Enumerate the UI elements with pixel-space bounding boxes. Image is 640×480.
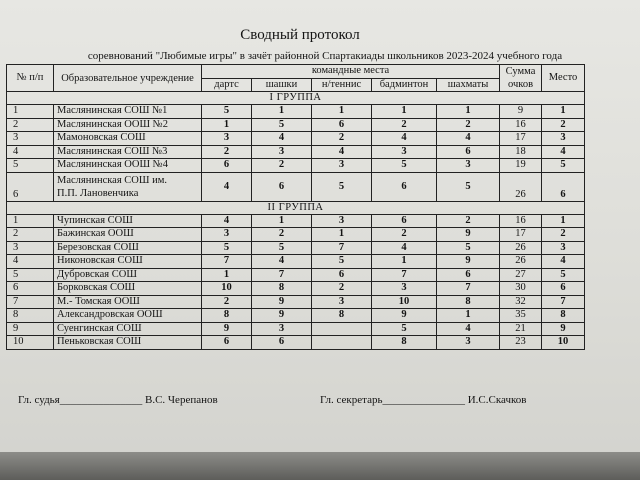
sport-place: 1 — [202, 268, 252, 282]
sport-place: 8 — [372, 336, 437, 350]
row-number: 8 — [7, 309, 54, 323]
sport-place: 1 — [437, 105, 500, 119]
sport-place: 2 — [312, 282, 372, 296]
header-sport: бадминтон — [372, 78, 437, 92]
sport-place: 9 — [252, 295, 312, 309]
sport-place: 1 — [372, 105, 437, 119]
header-place: Место — [542, 65, 585, 92]
total-points: 23 — [500, 336, 542, 350]
group-label: II ГРУППА — [7, 201, 585, 214]
sport-place: 2 — [202, 145, 252, 159]
sport-place: 2 — [437, 118, 500, 132]
final-place: 3 — [542, 241, 585, 255]
sport-place: 5 — [252, 241, 312, 255]
sport-place: 7 — [252, 268, 312, 282]
final-place: 8 — [542, 309, 585, 323]
total-points: 26 — [500, 255, 542, 269]
table-row — [7, 214, 585, 228]
total-points: 26 — [500, 172, 542, 201]
final-place: 10 — [542, 336, 585, 350]
school-name: Никоновская СОШ — [54, 255, 202, 269]
sport-place: 5 — [372, 159, 437, 173]
sport-place: 1 — [437, 309, 500, 323]
final-place: 1 — [542, 214, 585, 228]
group-row — [7, 201, 585, 214]
row-number: 10 — [7, 336, 54, 350]
row-number: 5 — [7, 268, 54, 282]
sport-place: 4 — [252, 255, 312, 269]
sport-place: 2 — [437, 214, 500, 228]
sport-place: 4 — [202, 214, 252, 228]
final-place: 2 — [542, 228, 585, 242]
sport-place: 4 — [202, 172, 252, 201]
school-name: Пеньковская СОШ — [54, 336, 202, 350]
sport-place: 9 — [437, 228, 500, 242]
school-name: Маслянинская СОШ №3 — [54, 145, 202, 159]
sport-place: 2 — [372, 228, 437, 242]
total-points: 16 — [500, 214, 542, 228]
sport-place: 10 — [202, 282, 252, 296]
sport-place: 5 — [252, 118, 312, 132]
sport-place: 7 — [202, 255, 252, 269]
row-number: 4 — [7, 145, 54, 159]
sport-place: 3 — [372, 145, 437, 159]
sport-place: 6 — [252, 336, 312, 350]
sport-place: 5 — [437, 241, 500, 255]
sport-place: 9 — [372, 309, 437, 323]
row-number: 1 — [7, 105, 54, 119]
final-place: 5 — [542, 268, 585, 282]
final-place: 3 — [542, 132, 585, 146]
school-name: Александровская ООШ — [54, 309, 202, 323]
sport-place: 3 — [202, 228, 252, 242]
school-name: Бажинская ООШ — [54, 228, 202, 242]
sport-place: 4 — [312, 145, 372, 159]
total-points: 19 — [500, 159, 542, 173]
secretary-signature-line: Гл. секретарь_______________ И.С.Скачков — [320, 394, 527, 406]
sport-place — [312, 322, 372, 336]
row-number: 5 — [7, 159, 54, 173]
sport-place: 1 — [372, 255, 437, 269]
sport-place: 1 — [202, 118, 252, 132]
sport-place: 8 — [252, 282, 312, 296]
sport-place: 6 — [202, 336, 252, 350]
sport-place: 6 — [312, 118, 372, 132]
row-number: 6 — [7, 282, 54, 296]
sport-place: 6 — [437, 145, 500, 159]
school-name: Маслянинская ООШ №2 — [54, 118, 202, 132]
sport-place: 8 — [437, 295, 500, 309]
school-name: Суенгинская СОШ — [54, 322, 202, 336]
table-row — [7, 241, 585, 255]
sport-place: 1 — [312, 228, 372, 242]
sport-place: 6 — [372, 214, 437, 228]
table-row — [7, 322, 585, 336]
header-sport: дартс — [202, 78, 252, 92]
school-name: Маслянинская ООШ №4 — [54, 159, 202, 173]
final-place: 5 — [542, 159, 585, 173]
final-place: 1 — [542, 105, 585, 119]
sport-place: 8 — [202, 309, 252, 323]
sport-place: 6 — [202, 159, 252, 173]
school-name: Маслянинская СОШ №1 — [54, 105, 202, 119]
total-points: 16 — [500, 118, 542, 132]
sport-place: 4 — [372, 132, 437, 146]
sport-place: 3 — [202, 132, 252, 146]
sport-place: 2 — [202, 295, 252, 309]
sport-place: 9 — [437, 255, 500, 269]
table-row — [7, 309, 585, 323]
sport-place: 4 — [437, 322, 500, 336]
sport-place — [312, 336, 372, 350]
row-number: 3 — [7, 132, 54, 146]
table-row — [7, 228, 585, 242]
sport-place: 6 — [312, 268, 372, 282]
document-title: Сводный протокол — [240, 27, 360, 43]
judge-signature-line: Гл. судья_______________ В.С. Черепанов — [18, 394, 218, 406]
school-name: Борковская СОШ — [54, 282, 202, 296]
school-name — [54, 172, 202, 201]
total-points: 26 — [500, 241, 542, 255]
table-row — [7, 145, 585, 159]
background-surface — [0, 452, 640, 480]
sport-place: 7 — [437, 282, 500, 296]
total-points: 35 — [500, 309, 542, 323]
sport-place: 8 — [312, 309, 372, 323]
header-sport: шахматы — [437, 78, 500, 92]
row-number: 6 — [7, 172, 54, 201]
final-place: 4 — [542, 145, 585, 159]
sport-place: 7 — [372, 268, 437, 282]
school-name-line: П.П. Лановенчика — [57, 187, 139, 199]
final-place: 6 — [542, 172, 585, 201]
sport-place: 6 — [372, 172, 437, 201]
table-row — [7, 118, 585, 132]
sport-place: 3 — [437, 159, 500, 173]
sport-place: 4 — [437, 132, 500, 146]
header-num: № п/п — [7, 65, 54, 92]
row-number: 4 — [7, 255, 54, 269]
sport-place: 9 — [252, 309, 312, 323]
header-sum: Сумма очков — [500, 65, 542, 92]
table-row — [7, 295, 585, 309]
sport-place: 5 — [372, 322, 437, 336]
row-number: 9 — [7, 322, 54, 336]
table-row — [7, 172, 585, 201]
total-points: 32 — [500, 295, 542, 309]
final-place: 7 — [542, 295, 585, 309]
row-number: 7 — [7, 295, 54, 309]
table-row — [7, 132, 585, 146]
sport-place: 1 — [252, 214, 312, 228]
total-points: 18 — [500, 145, 542, 159]
row-number: 3 — [7, 241, 54, 255]
total-points: 17 — [500, 132, 542, 146]
sport-place: 5 — [312, 172, 372, 201]
final-place: 9 — [542, 322, 585, 336]
table-row — [7, 105, 585, 119]
sport-place: 3 — [437, 336, 500, 350]
school-name-line: Маслянинская СОШ им. — [57, 174, 167, 186]
row-number: 2 — [7, 228, 54, 242]
sport-place: 1 — [312, 105, 372, 119]
row-number: 1 — [7, 214, 54, 228]
sport-place: 3 — [252, 145, 312, 159]
table-row — [7, 336, 585, 350]
school-name: Березовская СОШ — [54, 241, 202, 255]
sport-place: 9 — [202, 322, 252, 336]
school-name: М.- Томская ООШ — [54, 295, 202, 309]
sport-place: 5 — [202, 105, 252, 119]
total-points: 30 — [500, 282, 542, 296]
sport-place: 5 — [312, 255, 372, 269]
group-label: I ГРУППА — [7, 92, 585, 105]
total-points: 21 — [500, 322, 542, 336]
sport-place: 6 — [252, 172, 312, 201]
total-points: 9 — [500, 105, 542, 119]
sport-place: 3 — [312, 295, 372, 309]
school-name: Чупинская СОШ — [54, 214, 202, 228]
header-team-places: командные места — [202, 65, 500, 79]
sport-place: 3 — [312, 214, 372, 228]
header-sport: шашки — [252, 78, 312, 92]
sport-place: 4 — [372, 241, 437, 255]
results-table — [6, 64, 585, 350]
sport-place: 7 — [312, 241, 372, 255]
group-row — [7, 92, 585, 105]
header-sport: н/теннис — [312, 78, 372, 92]
sport-place: 5 — [202, 241, 252, 255]
table-row — [7, 255, 585, 269]
sport-place: 10 — [372, 295, 437, 309]
sport-place: 3 — [312, 159, 372, 173]
sport-place: 2 — [252, 228, 312, 242]
table-row — [7, 282, 585, 296]
document-subtitle: соревнований "Любимые игры" в зачёт районной Спартакиады школьников 2023-2024 учебного года — [87, 50, 563, 62]
sport-place: 3 — [252, 322, 312, 336]
sport-place: 5 — [437, 172, 500, 201]
final-place: 6 — [542, 282, 585, 296]
final-place: 4 — [542, 255, 585, 269]
final-place: 2 — [542, 118, 585, 132]
sport-place: 4 — [252, 132, 312, 146]
sport-place: 2 — [312, 132, 372, 146]
table-row — [7, 159, 585, 173]
sport-place: 1 — [252, 105, 312, 119]
sport-place: 2 — [372, 118, 437, 132]
sport-place: 6 — [437, 268, 500, 282]
table-row — [7, 268, 585, 282]
sport-place: 2 — [252, 159, 312, 173]
school-name: Мамоновская СОШ — [54, 132, 202, 146]
row-number: 2 — [7, 118, 54, 132]
school-name: Дубровская СОШ — [54, 268, 202, 282]
sport-place: 3 — [372, 282, 437, 296]
total-points: 27 — [500, 268, 542, 282]
header-school: Образовательное учреждение — [54, 65, 202, 92]
total-points: 17 — [500, 228, 542, 242]
